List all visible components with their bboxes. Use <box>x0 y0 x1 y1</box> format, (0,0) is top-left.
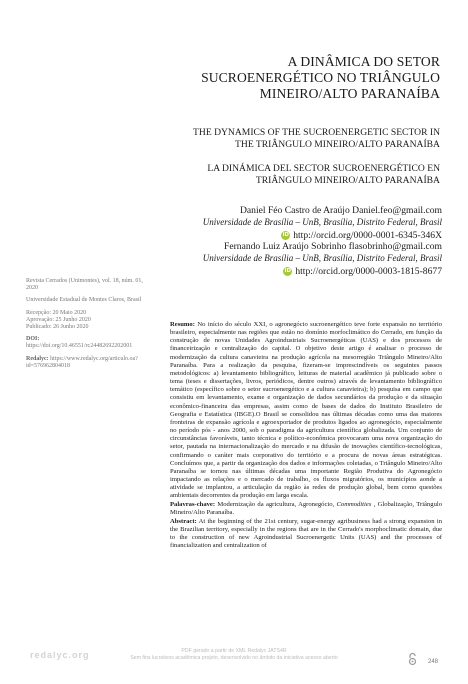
abstract-en-label: Abstract: <box>170 517 197 525</box>
article-title-es: LA DINÁMICA DEL SECTOR SUCROENERGÉTICO EN TRIÂNGULO MINEIRO/ALTO PARANAÍBA <box>207 163 440 186</box>
author-2-orcid-row <box>160 264 442 277</box>
author-1 <box>160 205 442 217</box>
author-2 <box>160 241 442 253</box>
redalyc-logo: redalyc.org <box>30 650 90 660</box>
author-2-affiliation: Universidade de Brasília – UnB, Brasília, Distrito Federal, Brasil <box>202 252 442 263</box>
abstract-pt-text: No início do século XXI, o agronegócio sucroenergético teve forte expansão no território brasileiro, especialmente nas regiões que estão no domínio morfoclimático do Cerrado, em função da construção de novas Unidades Agroindustriais Sucroenergéticas (UAS) e dos processos de financeirização e centralização do capital. O objetivo deste artigo é analisar o processo de modernização da cultura canavieira na produção agrícola na mesorregião Triângulo Mineiro/Alto Paranaíba. Para a realização da pesquisa, fizeram-se imprescindíveis os seguintes passos metodológicos: a) levantamento bibliográfico, leituras de material acadêmico já publicado sobre o tema (teses e dissertações, livros, periódicos, dentre outros) através de levantamento bibliográfico temático (específico sobre o setor sucroenergético e a cultura canavieira); b) pesquisa em campo que consistiu em levantamento, exame e organização de dados secundários da produção e da situação econômico-financeira das empresas, assim como de bases de dados do Instituto Brasileiro de Geografia e Estatística (IBGE).O Brasil se consolidou nas últimas décadas como uma das maiores fronteiras de expansão agrícola e agroexportador de produtos ligados ao agronegócio, especialmente no período pós - anos 2000, sob o paradigma da agricultura científica globalizada. Um conjunto de circunstâncias favoráveis, tanto técnica e político-econômica provocaram uma nova organização do setor, pautada na internacionalização do mercado e na difusão de inovações científico-tecnológicas, confirmando o caráter mais corporativo do território e a procura de novas áreas estratégicas. Concluímos que, a partir da organização dos dados e informações coletadas, o Triângulo Mineiro/Alto Paranaíba se tornou nas últimas décadas uma importante Região Produtiva do Agronegócio impactando as relações e o mercado de trabalho, os fluxos migratórios, os municípios aonde a atividade se implantou, a articulação da região às redes de produção global, bem como questões ambientais decorrentes da produção em larga escala. <box>170 321 442 500</box>
author-2-email[interactable]: flasobrinho@gmail.com <box>348 241 442 253</box>
doi <box>26 336 146 350</box>
abstract-en-text: At the beginning of the 21st century, sugar-energy agribusiness had a strong expansion in the Brazilian territory, especially in the regions that are in the Cerrado's morphoclimatic domain, due to the construction of new Agroindustrial Sucroenergetic Units (UAS) and the processes of financialization and centralization of <box>170 517 442 550</box>
abstract-pt <box>170 321 442 500</box>
footer-line-1: PDF gerado a partir de XML Redalyc JATS4R <box>181 648 287 654</box>
abstract-pt-label: Resumo: <box>170 321 195 328</box>
author-1-orcid-link[interactable]: http://orcid.org/0000-0001-6345-346X <box>293 229 442 241</box>
author-1-orcid-row <box>160 228 442 241</box>
journal-info: Revista Cerrados (Unimontes), vol. 18, núm. 01, 2020 <box>26 278 143 292</box>
university-info: Universidade Estadual de Montes Claros, Brasil <box>26 297 142 304</box>
abstract-en <box>170 518 442 551</box>
page-footer <box>0 648 468 661</box>
keywords-pt-text-end: , Globalização, Triângulo Mineiro/Alto Paranaíba. <box>170 500 442 517</box>
author-1-email[interactable]: Daniel.feo@gmail.com <box>352 205 442 216</box>
received-date: Recepção: 20 Maio 2020 <box>26 309 87 316</box>
abstract-section <box>170 321 442 551</box>
page-number: 248 <box>428 659 439 665</box>
author-2-orcid-link[interactable]: http://orcid.org/0000-0003-1815-8677 <box>295 266 442 277</box>
author-2-name: Fernando Luiz Araújo Sobrinho <box>223 241 347 253</box>
keywords-pt-italic: Commodities <box>336 500 372 508</box>
redalyc-label: Redalyc: <box>26 355 49 362</box>
orcid-icon: iD <box>284 268 292 275</box>
author-block <box>160 205 442 278</box>
redalyc-link[interactable]: https://www.redalyc.org/articulo.oa?id=576962804018 <box>26 355 138 369</box>
redalyc <box>26 356 146 370</box>
article-title-en: THE DYNAMICS OF THE SUCROENERGETIC SECTOR IN THE TRIÂNGULO MINEIRO/ALTO PARANAÍBA <box>193 127 440 150</box>
doi-link[interactable]: https://doi.org/10.46551/rc24482692202001 <box>26 343 133 350</box>
keywords-pt-label: Palavras-chave: <box>170 500 216 508</box>
footer-line-2: Sem fins lucrativos acadêmica projeto, desenvolvido no âmbito da iniciativa acesso aberto <box>130 654 338 661</box>
doi-label: DOI: <box>26 336 40 343</box>
approved-date: Aprovação: 25 Junho 2020 <box>26 316 91 323</box>
dates <box>26 310 146 332</box>
author-1-name: Daniel Féo Castro de Araújo <box>239 205 350 216</box>
orcid-icon: iD <box>282 232 289 238</box>
keywords-pt-text: Modernização da agricultura, Agronegócio, <box>217 500 337 508</box>
open-access-icon <box>408 652 417 666</box>
author-1-affiliation: Universidade de Brasília – UnB, Brasília, Distrito Federal, Brasil <box>202 216 442 227</box>
article-title-pt: A DINÂMICA DO SETOR SUCROENERGÉTICO NO TRIÂNGULO MINEIRO/ALTO PARANAÍBA <box>201 54 440 101</box>
article-metadata-sidebar <box>26 278 146 375</box>
keywords-pt <box>170 501 442 517</box>
published-date: Publicado: 26 Junho 2020 <box>26 324 89 331</box>
